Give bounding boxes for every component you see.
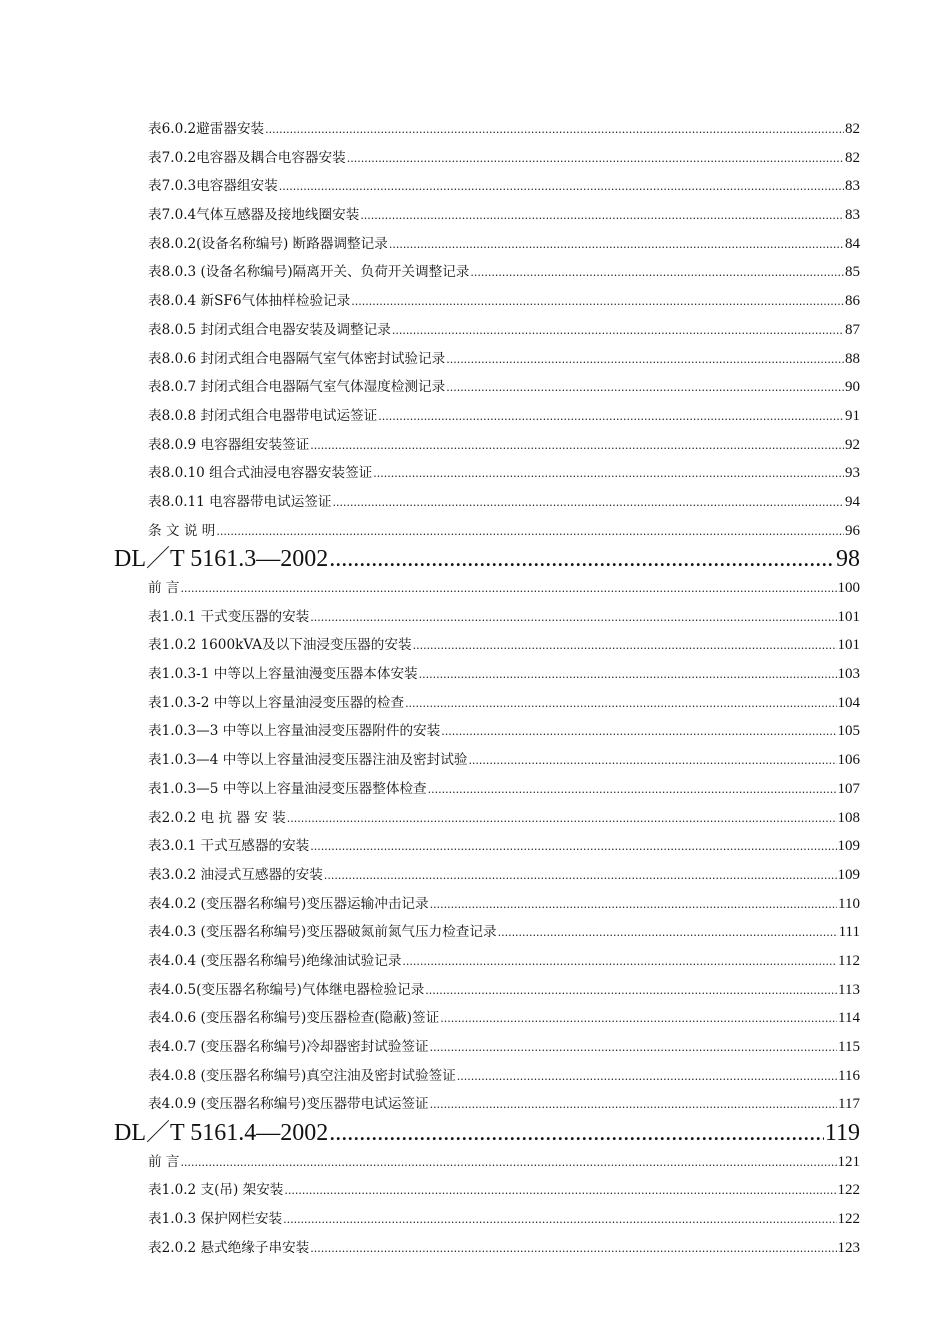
toc-entry-label: 表8.0.2(设备名称编号) 断路器调整记录 (148, 235, 388, 252)
dot-leader (265, 115, 844, 145)
dot-leader (470, 258, 844, 288)
toc-entry-label: 表8.0.4 新SF6气体抽样检验记录 (148, 293, 351, 310)
toc-entry-page-number: 106 (837, 752, 860, 769)
toc-entry-label: 表7.0.3电容器组安装 (148, 178, 278, 195)
toc-entry-page-number: 92 (845, 436, 860, 453)
dot-leader (430, 1090, 837, 1120)
toc-entry-label: 表4.0.9 (变压器名称编号)变压器带电试运签证 (148, 1096, 429, 1113)
toc-entry[interactable] (0, 1234, 860, 1263)
toc-entry[interactable] (0, 373, 860, 402)
toc-entry-label: 表3.0.1 干式互感器的安装 (148, 838, 310, 855)
toc-entry-page-number: 101 (837, 608, 860, 625)
toc-entry[interactable] (0, 431, 860, 460)
toc-entry-label: 表8.0.8 封闭式组合电器带电试运签证 (148, 407, 378, 424)
toc-entry-page-number: 108 (837, 809, 860, 826)
toc-entry-label: 表1.0.2 支(吊) 架安装 (148, 1182, 284, 1199)
dot-leader (440, 1004, 837, 1034)
dot-leader (413, 631, 837, 661)
toc-entry-label: 表8.0.5 封闭式组合电器安装及调整记录 (148, 321, 391, 338)
toc-entry[interactable] (0, 689, 860, 718)
toc-entry[interactable] (0, 746, 860, 775)
toc-entry[interactable] (0, 115, 860, 144)
dot-leader (392, 316, 844, 346)
dot-leader (310, 832, 836, 862)
toc-entry-label: 表8.0.7 封闭式组合电器隔气室气体湿度检测记录 (148, 379, 446, 396)
toc-entry-page-number: 83 (845, 178, 860, 195)
toc-entry[interactable] (0, 631, 860, 660)
dot-leader (373, 459, 844, 489)
toc-entry[interactable] (0, 517, 860, 546)
dot-leader (430, 1033, 837, 1063)
toc-entry-label: 表1.0.3-1 中等以上容量油漫变压器本体安装 (148, 666, 418, 683)
toc-entry-label: 表7.0.2电容器及耦合电容器安装 (148, 149, 346, 166)
toc-entry[interactable] (0, 976, 860, 1005)
dot-leader (216, 517, 844, 547)
dot-leader (287, 804, 837, 834)
dot-leader (324, 861, 837, 891)
dot-leader (351, 287, 844, 317)
toc-entry-page-number: 103 (837, 666, 860, 683)
toc-entry-label: 表4.0.7 (变压器名称编号)冷却器密封试验签证 (148, 1039, 429, 1055)
toc-entry-page-number: 104 (837, 694, 860, 711)
dot-leader (441, 717, 836, 747)
toc-entry[interactable] (0, 144, 860, 173)
dot-leader (329, 1119, 824, 1148)
toc-entry-label: 表8.0.3 (设备名称编号)隔离开关、负荷开关调整记录 (148, 264, 470, 281)
toc-entry[interactable] (0, 1205, 860, 1234)
toc-entry-label: 前 言 (148, 580, 180, 596)
toc-entry-page-number: 114 (838, 1010, 860, 1027)
toc-entry-label: 表8.0.9 电容器组安装签证 (148, 436, 310, 453)
toc-entry[interactable] (0, 717, 860, 746)
dot-leader (329, 545, 835, 574)
toc-entry[interactable] (0, 459, 860, 488)
dot-leader (284, 1176, 836, 1206)
toc-entry[interactable] (0, 775, 860, 804)
toc-section-heading[interactable] (0, 545, 860, 574)
toc-entry[interactable] (0, 316, 860, 345)
toc-entry[interactable] (0, 1176, 860, 1205)
toc-entry-page-number: 115 (838, 1039, 860, 1055)
toc-entry-page-number: 91 (845, 407, 860, 424)
toc-entry-page-number: 121 (837, 1153, 860, 1170)
toc-entry-page-number: 111 (838, 924, 860, 941)
toc-entry-page-number: 123 (837, 1239, 860, 1256)
toc-entry-label: 表1.0.3 保护网栏安装 (148, 1211, 283, 1228)
dot-leader (347, 144, 844, 174)
toc-entry-label: 表6.0.2避雷器安装 (148, 121, 265, 137)
toc-entry[interactable] (0, 1090, 860, 1119)
toc-entry-label: 条 文 说 明 (148, 522, 216, 539)
dot-leader (389, 230, 844, 260)
dot-leader (457, 1062, 837, 1092)
table-of-contents (0, 115, 950, 1263)
toc-entry[interactable] (0, 574, 860, 603)
toc-entry[interactable] (0, 603, 860, 632)
toc-entry[interactable] (0, 1062, 860, 1091)
dot-leader (181, 1148, 837, 1178)
toc-entry-page-number: 117 (838, 1096, 860, 1113)
toc-entry-page-number: 85 (845, 264, 860, 281)
toc-entry-label: DL／T 5161.4—2002 (114, 1120, 329, 1147)
toc-entry-page-number: 88 (845, 350, 860, 367)
toc-entry[interactable] (0, 947, 860, 976)
toc-entry[interactable] (0, 258, 860, 287)
toc-entry[interactable] (0, 804, 860, 833)
toc-entry-page-number: 82 (845, 121, 860, 137)
toc-entry-page-number: 84 (845, 235, 860, 252)
dot-leader (468, 746, 836, 776)
toc-entry-page-number: 110 (838, 895, 860, 912)
toc-entry-page-number: 112 (838, 952, 860, 969)
toc-entry-page-number: 101 (837, 637, 860, 654)
dot-leader (498, 918, 838, 948)
dot-leader (283, 1205, 836, 1235)
dot-leader (333, 488, 845, 518)
toc-entry[interactable] (0, 230, 860, 259)
toc-entry-label: 表1.0.3—5 中等以上容量油浸变压器整体检查 (148, 780, 427, 797)
dot-leader (446, 345, 844, 375)
toc-entry-label: 表1.0.3-2 中等以上容量油浸变压器的检查 (148, 694, 405, 711)
toc-entry-page-number: 122 (837, 1182, 860, 1199)
toc-entry-page-number: 82 (845, 149, 860, 166)
dot-leader (279, 172, 844, 202)
toc-section-heading[interactable] (0, 1119, 860, 1148)
toc-entry-page-number: 98 (836, 546, 860, 573)
toc-entry-page-number: 109 (837, 866, 860, 883)
toc-entry-page-number: 109 (837, 838, 860, 855)
dot-leader (310, 431, 844, 461)
toc-entry-label: 表4.0.3 (变压器名称编号)变压器破氮前氮气压力检查记录 (148, 924, 497, 941)
toc-entry[interactable] (0, 1004, 860, 1033)
dot-leader (425, 976, 837, 1006)
dot-leader (310, 603, 836, 633)
toc-entry-label: 表1.0.2 1600kVA及以下油浸变压器的安装 (148, 637, 412, 654)
toc-entry-label: 表2.0.2 电 抗 器 安 装 (148, 809, 286, 826)
toc-entry-label: 前 言 (148, 1153, 180, 1170)
toc-entry[interactable] (0, 918, 860, 947)
toc-entry[interactable] (0, 201, 860, 230)
dot-leader (419, 660, 837, 690)
dot-leader (378, 402, 844, 432)
toc-entry-page-number: 107 (837, 780, 860, 797)
dot-leader (402, 947, 837, 977)
toc-entry-page-number: 122 (837, 1211, 860, 1228)
toc-entry-page-number: 83 (845, 207, 860, 224)
toc-entry[interactable] (0, 861, 860, 890)
toc-entry-label: 表1.0.1 干式变压器的安装 (148, 608, 310, 625)
toc-entry-page-number: 96 (845, 522, 860, 539)
dot-leader (360, 201, 844, 231)
dot-leader (181, 574, 837, 604)
toc-entry[interactable] (0, 488, 860, 517)
toc-entry-page-number: 116 (838, 1067, 860, 1084)
toc-entry-page-number: 119 (824, 1120, 860, 1147)
toc-entry-label: 表1.0.3—3 中等以上容量油浸变压器附件的安装 (148, 723, 441, 740)
toc-entry[interactable] (0, 402, 860, 431)
toc-entry-label: 表4.0.2 (变压器名称编号)变压器运输冲击记录 (148, 895, 429, 912)
toc-entry[interactable] (0, 890, 860, 919)
toc-entry-page-number: 100 (837, 580, 860, 596)
dot-leader (446, 373, 844, 403)
toc-entry[interactable] (0, 1148, 860, 1177)
toc-entry-page-number: 113 (838, 981, 860, 998)
toc-entry[interactable] (0, 345, 860, 374)
toc-entry-label: 表3.0.2 油浸式互感器的安装 (148, 866, 323, 883)
toc-entry[interactable] (0, 660, 860, 689)
toc-entry-label: 表7.0.4气体互感器及接地线圈安装 (148, 207, 360, 224)
dot-leader (310, 1234, 836, 1264)
toc-entry-label: 表4.0.6 (变压器名称编号)变压器检查(隐蔽)签证 (148, 1010, 440, 1027)
dot-leader (430, 890, 837, 920)
toc-entry-label: 表4.0.4 (变压器名称编号)绝缘油试验记录 (148, 952, 402, 969)
toc-entry-page-number: 93 (845, 465, 860, 482)
toc-entry[interactable] (0, 287, 860, 316)
toc-entry[interactable] (0, 172, 860, 201)
dot-leader (405, 689, 836, 719)
toc-entry-label: 表4.0.5(变压器名称编号)气体继电器检验记录 (148, 981, 425, 998)
toc-entry-page-number: 94 (845, 493, 860, 510)
toc-entry-label: 表8.0.10 组合式油浸电容器安装签证 (148, 465, 373, 482)
toc-entry-label: DL／T 5161.3—2002 (114, 546, 329, 573)
toc-entry-label: 表2.0.2 悬式绝缘子串安装 (148, 1239, 310, 1256)
toc-entry-page-number: 86 (845, 293, 860, 310)
toc-entry-label: 表8.0.6 封闭式组合电器隔气室气体密封试验记录 (148, 350, 446, 367)
toc-entry[interactable] (0, 1033, 860, 1062)
toc-entry[interactable] (0, 832, 860, 861)
toc-entry-page-number: 90 (845, 379, 860, 396)
toc-entry-page-number: 87 (845, 321, 860, 338)
dot-leader (428, 775, 837, 805)
toc-entry-label: 表4.0.8 (变压器名称编号)真空注油及密封试验签证 (148, 1067, 456, 1084)
toc-entry-label: 表8.0.11 电容器带电试运签证 (148, 493, 332, 510)
toc-entry-label: 表1.0.3—4 中等以上容量油浸变压器注油及密封试验 (148, 752, 468, 769)
toc-entry-page-number: 105 (837, 723, 860, 740)
